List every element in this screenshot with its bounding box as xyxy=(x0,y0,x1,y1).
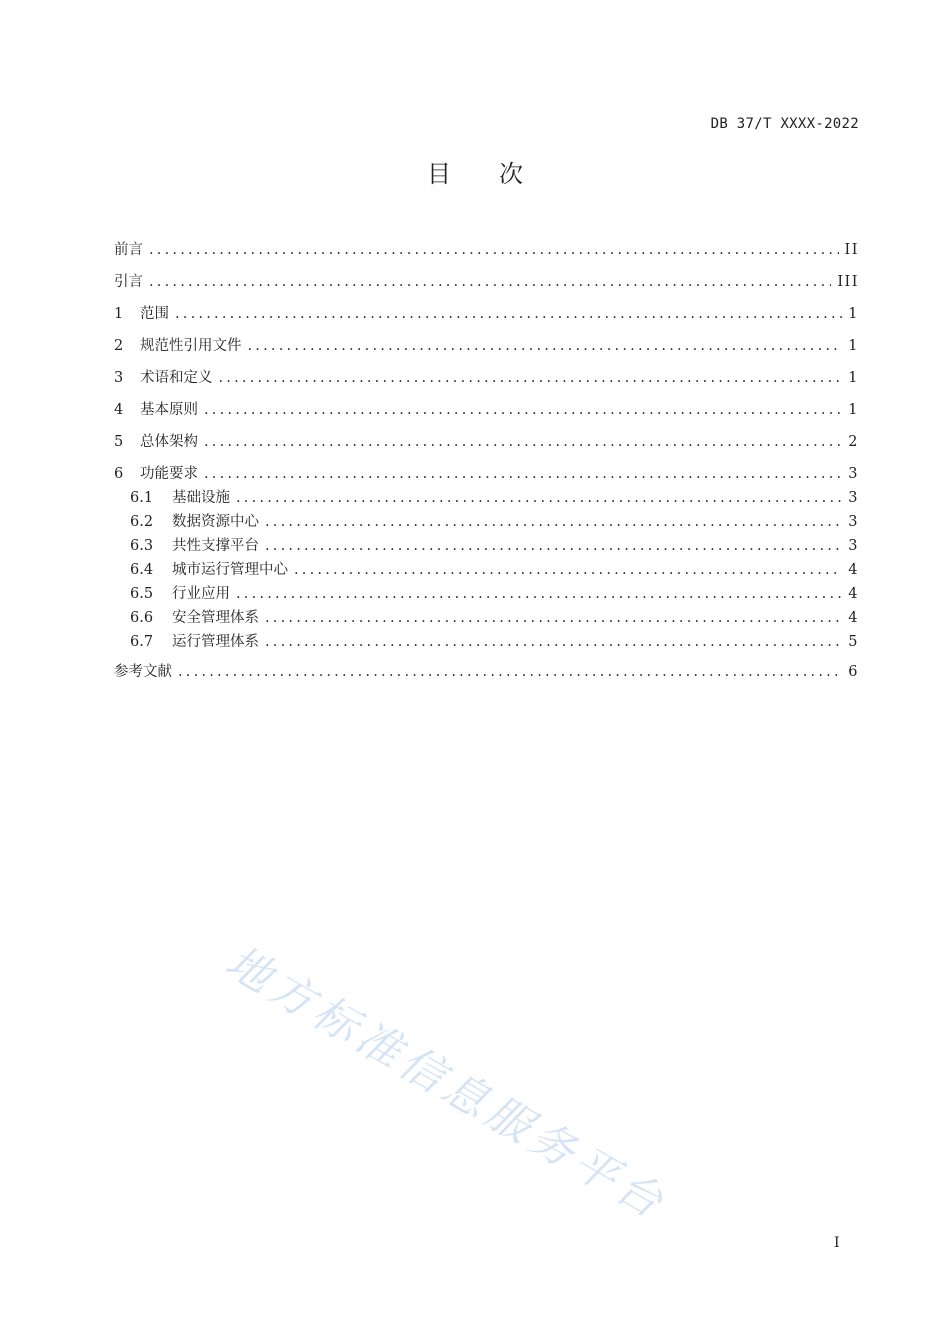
toc-entry-title: 规范性引用文件 xyxy=(140,338,242,354)
toc-entry-number: 6.7 xyxy=(130,634,154,650)
toc-entry-page: 2 xyxy=(848,434,859,450)
toc-entry-page: 5 xyxy=(848,634,859,650)
toc-entry-number: 6.4 xyxy=(130,562,154,578)
toc-entry-title: 总体架构 xyxy=(140,434,198,450)
toc-entry-title: 共性支撑平台 xyxy=(172,538,259,554)
toc-entry-number: 6 xyxy=(114,466,124,482)
toc-entry-page: 4 xyxy=(848,562,859,578)
toc-subentry-infrastructure[interactable] xyxy=(114,488,859,508)
toc-entry-title: 基础设施 xyxy=(172,490,230,506)
toc-leader-dots xyxy=(204,400,842,420)
toc-leader-dots xyxy=(265,536,842,556)
toc-entry-page: 3 xyxy=(848,514,859,530)
toc-entry-title: 城市运行管理中心 xyxy=(172,562,288,578)
toc-entry-page: 4 xyxy=(848,610,859,626)
toc-entry-page: 1 xyxy=(848,370,859,386)
toc-entry-title: 行业应用 xyxy=(172,586,230,602)
toc-entry-title: 术语和定义 xyxy=(140,370,213,386)
toc-entry-page: II xyxy=(844,242,859,258)
toc-entry-page: 1 xyxy=(848,306,859,322)
toc-entry-number: 4 xyxy=(114,402,124,418)
toc-entry-page: 3 xyxy=(848,490,859,506)
toc-leader-dots xyxy=(175,304,842,324)
toc-entry-number: 6.5 xyxy=(130,586,154,602)
toc-entry-number: 1 xyxy=(114,306,124,322)
toc-leader-dots xyxy=(219,368,843,388)
toc-entry-page: 3 xyxy=(848,538,859,554)
toc-leader-dots xyxy=(149,272,831,292)
toc-entry-title: 运行管理体系 xyxy=(172,634,259,650)
toc-subentry-common-support-platform[interactable] xyxy=(114,536,859,556)
toc-entry-number: 6.6 xyxy=(130,610,154,626)
toc-entry-terms-definitions[interactable] xyxy=(114,368,859,388)
toc-entry-title: 数据资源中心 xyxy=(172,514,259,530)
toc-entry-normative-references[interactable] xyxy=(114,336,859,356)
toc-subentry-city-operation-center[interactable] xyxy=(114,560,859,580)
toc-entry-page: 6 xyxy=(848,664,859,680)
toc-entry-title: 前言 xyxy=(114,242,143,258)
toc-entry-title: 范围 xyxy=(140,306,169,322)
toc-entry-title: 安全管理体系 xyxy=(172,610,259,626)
toc-leader-dots xyxy=(265,608,842,628)
toc-subentry-industry-applications[interactable] xyxy=(114,584,859,604)
toc-leader-dots xyxy=(248,336,843,356)
toc-leader-dots xyxy=(236,584,842,604)
toc-entry-number: 5 xyxy=(114,434,124,450)
page-number: I xyxy=(834,1235,840,1251)
toc-entry-introduction[interactable] xyxy=(114,272,859,292)
toc-leader-dots xyxy=(294,560,842,580)
toc-leader-dots xyxy=(265,512,842,532)
toc-entry-title: 引言 xyxy=(114,274,143,290)
toc-entry-number: 6.3 xyxy=(130,538,154,554)
toc-entry-title: 基本原则 xyxy=(140,402,198,418)
toc-leader-dots xyxy=(204,464,842,484)
toc-entry-scope[interactable] xyxy=(114,304,859,324)
toc-subentry-operation-management[interactable] xyxy=(114,632,859,652)
toc-leader-dots xyxy=(149,240,839,260)
toc-entry-page: 1 xyxy=(848,402,859,418)
toc-entry-foreword[interactable] xyxy=(114,240,859,260)
toc-entry-bibliography[interactable] xyxy=(114,662,859,682)
toc-leader-dots xyxy=(236,488,842,508)
watermark-text: 地方标准信息服务平台 xyxy=(217,936,676,1231)
toc-entry-number: 6.2 xyxy=(130,514,154,530)
toc-subentry-security-management[interactable] xyxy=(114,608,859,628)
toc-leader-dots xyxy=(265,632,842,652)
toc-subentry-data-resource-center[interactable] xyxy=(114,512,859,532)
toc-entry-page: 3 xyxy=(848,466,859,482)
toc-entry-basic-principles[interactable] xyxy=(114,400,859,420)
toc-leader-dots xyxy=(204,432,842,452)
toc-entry-page: 1 xyxy=(848,338,859,354)
toc-entry-title: 功能要求 xyxy=(140,466,198,482)
toc-title-char-2: 次 xyxy=(499,160,523,188)
document-code: DB 37/T XXXX-2022 xyxy=(710,116,859,132)
toc-title xyxy=(0,154,950,189)
toc-leader-dots xyxy=(178,662,842,682)
toc-entry-number: 2 xyxy=(114,338,124,354)
toc-title-char-1: 目 xyxy=(427,160,451,188)
toc-entry-title: 参考文献 xyxy=(114,664,172,680)
toc-entry-number: 3 xyxy=(114,370,124,386)
table-of-contents xyxy=(114,240,859,682)
toc-entry-page: III xyxy=(837,274,859,290)
toc-entry-overall-architecture[interactable] xyxy=(114,432,859,452)
toc-entry-number: 6.1 xyxy=(130,490,154,506)
toc-entry-page: 4 xyxy=(848,586,859,602)
toc-entry-functional-requirements[interactable] xyxy=(114,464,859,484)
